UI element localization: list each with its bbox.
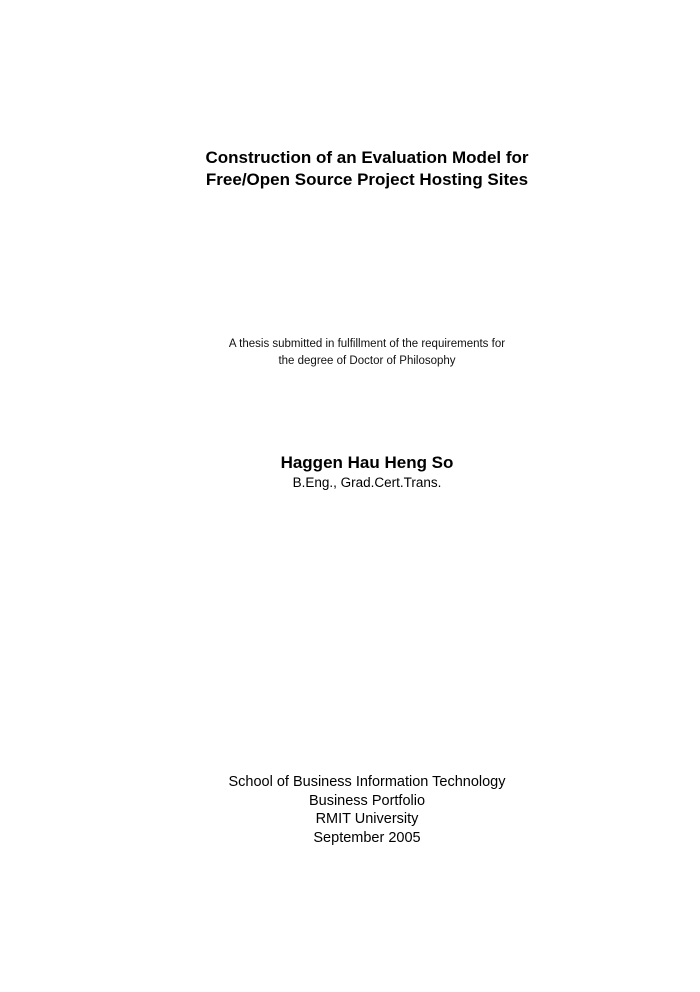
university-name: RMIT University [315,811,419,827]
thesis-title-line-1: Construction of an Evaluation Model for [205,148,529,167]
author-name: Haggen Hau Heng So [280,453,454,472]
submission-date: September 2005 [313,829,421,846]
author-block [0,452,700,492]
affiliation-block [0,773,700,847]
submission-statement-line-1: A thesis submitted in fulfillment of the requirements for [228,338,506,350]
submission-statement-line-2: the degree of Doctor of Philosophy [278,355,456,367]
thesis-title [0,147,700,191]
school-name: School of Business Information Technology [228,774,506,790]
author-degrees: B.Eng., Grad.Cert.Trans. [292,475,442,490]
portfolio-name: Business Portfolio [308,792,426,809]
submission-statement [0,336,700,370]
thesis-title-line-2: Free/Open Source Project Hosting Sites [205,170,529,189]
